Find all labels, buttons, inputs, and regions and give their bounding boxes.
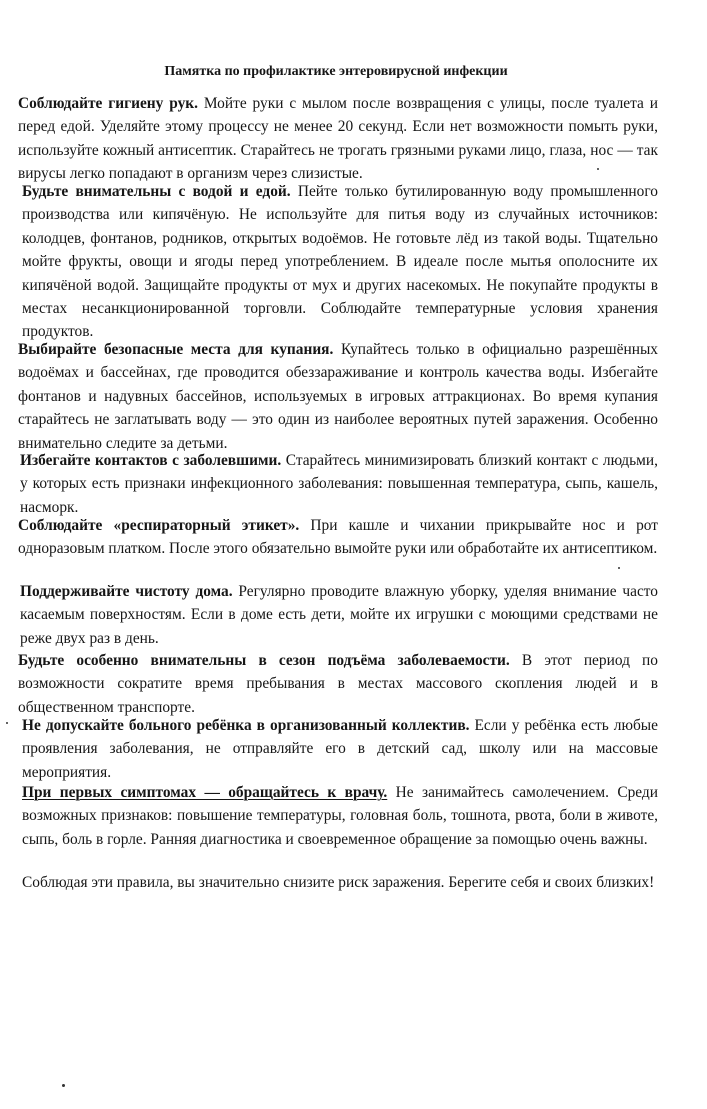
paragraph-text: Регулярно проводите влажную уборку, уделяя внимание часто касаемым поверхностям. Если в доме есть дети, мойте их игрушки с моющими средствами не реже двух раз в день.: [20, 583, 658, 647]
paragraph-respiratory-etiquette: [18, 514, 658, 561]
paragraph-hand-hygiene: [18, 92, 658, 186]
paragraph-text: Купайтесь только в официально разрешённых водоёмах и бассейнах, где проводится обеззараживание и контроль качества воды. Избегайте фонтанов и надувных бассейнов, используемых в игровых аттракционах. Во время купания старайтесь не заглатывать воду — это один из наиболее вероятных путей заражения. Особенно внимательно следите за детьми.: [18, 341, 658, 452]
paragraph-home-cleanliness: [20, 580, 658, 650]
paragraph-heading: Будьте внимательны с водой и едой.: [22, 183, 291, 200]
scan-speck: [6, 722, 8, 724]
paragraph-sick-child: [22, 714, 658, 784]
paragraph-heading: Будьте особенно внимательны в сезон подъёма заболеваемости.: [18, 652, 510, 669]
paragraph-heading: Соблюдайте гигиену рук.: [18, 95, 198, 112]
paragraph-heading: Выбирайте безопасные места для купания.: [18, 341, 334, 358]
scan-speck: [618, 567, 620, 569]
paragraph-heading: Соблюдайте «респираторный этикет».: [18, 517, 300, 534]
paragraph-text: Пейте только бутилированную воду промышленного производства или кипячёную. Не используйте для питья воду из случайных источников: колодцев, фонтанов, родников, открытых водоёмов. Не готовьте лёд из такой воды. Тщательно мойте фрукты, овощи и ягоды перед употреблением. В идеале после мытья ополосните их кипячёной водой. Защищайте продукты от мух и других насекомых. Не покупайте продукты в местах несанкционированной торговли. Соблюдайте температурные условия хранения продуктов.: [22, 183, 658, 341]
paragraph-season: [18, 649, 658, 719]
paragraph-text: Мойте руки с мылом после возвращения с улицы, после туалета и перед едой. Уделяйте этому процессу не менее 20 секунд. Если нет возможности помыть руки, используйте кожный антисептик. Старайтесь не трогать грязными руками лицо, глаза, нос — так вирусы легко попадают в организм через слизистые.: [18, 95, 658, 183]
paragraph-closing: [22, 871, 658, 894]
paragraph-text: Старайтесь минимизировать близкий контакт с людьми, у которых есть признаки инфекционного заболевания: повышенная температура, сыпь, кашель, насморк.: [20, 452, 658, 516]
paragraph-text: В этот период по возможности сократите время пребывания в местах массового скопления людей и в общественном транспорте.: [18, 652, 658, 716]
scan-speck: [62, 1084, 65, 1087]
scan-speck: [597, 168, 599, 170]
paragraph-heading: Не допускайте больного ребёнка в организованный коллектив.: [22, 717, 470, 734]
paragraph-heading: Избегайте контактов с заболевшими.: [20, 452, 282, 469]
paragraph-text: При кашле и чихании прикрывайте нос и рот одноразовым платком. После этого обязательно вымойте руки или обработайте их антисептиком.: [18, 517, 658, 558]
paragraph-text: Соблюдая эти правила, вы значительно снизите риск заражения. Берегите себя и своих близких!: [22, 874, 655, 891]
paragraph-heading: Поддерживайте чистоту дома.: [20, 583, 233, 600]
paragraph-swimming: [18, 338, 658, 455]
paragraph-heading: При первых симптомах — обращайтесь к врачу.: [22, 784, 388, 801]
paragraph-avoid-contacts: [20, 449, 658, 519]
paragraph-first-symptoms: [22, 781, 658, 851]
paragraph-text: Не занимайтесь самолечением. Среди возможных признаков: повышение температуры, головная боль, тошнота, рвота, боли в животе, сыпь, боль в горле. Ранняя диагностика и своевременное обращение за помощью очень важны.: [22, 784, 658, 848]
paragraph-water-food: [22, 180, 658, 344]
paragraph-text: Если у ребёнка есть любые проявления заболевания, не отправляйте его в детский сад, школу или на массовые мероприятия.: [22, 717, 658, 781]
document-title: Памятка по профилактике энтеровирусной инфекции: [164, 64, 508, 79]
